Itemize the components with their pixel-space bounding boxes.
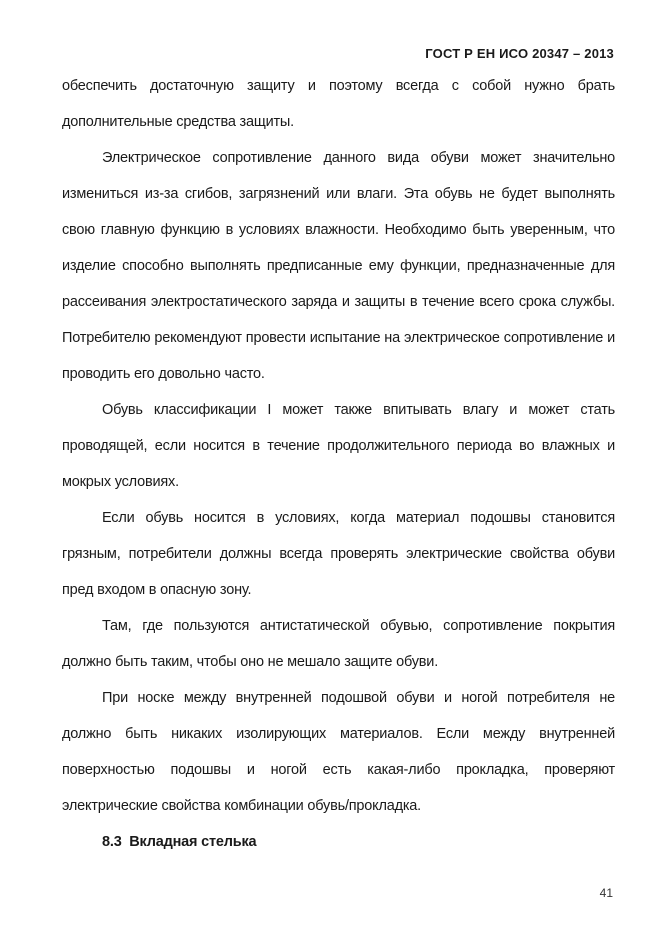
- paragraph-dirty-sole: Если обувь носится в условиях, когда материал подошвы становится грязным, потребители должны всегда проверять электрические свойства обуви пред входом в опасную зону.: [62, 510, 615, 598]
- paragraph-antistatic-floor: Там, где пользуются антистатической обувью, сопротивление покрытия должно быть таким, чтобы оно не мешало защите обуви.: [62, 618, 615, 670]
- body-text: [62, 68, 615, 860]
- paragraph-class-one-footwear: Обувь классификации I может также впитывать влагу и может стать проводящей, если носится в течение продолжительного периода во влажных и мокрых условиях.: [62, 402, 615, 490]
- document-header: [425, 46, 614, 61]
- section-heading: [62, 824, 615, 860]
- page-number: 41: [599, 886, 613, 900]
- standard-designation: ГОСТ Р ЕН ИСО 20347 – 2013: [425, 46, 614, 61]
- paragraph-continued: обеспечить достаточную защиту и поэтому всегда с собой нужно брать дополнительные средства защиты.: [62, 78, 615, 130]
- paragraph-electrical-resistance: Электрическое сопротивление данного вида обуви может значительно измениться из-за сгибов, загрязнений или влаги. Эта обувь не будет выполнять свою главную функцию в условиях влажности. Необходимо быть уверенным, что изделие способно выполнять предписанные ему функции, предназначенные для рассеивания электростатического заряда и защиты в течение всего срока службы. Потребителю рекомендуют провести испытание на электрическое сопротивление и проводить его довольно часто.: [62, 150, 615, 382]
- section-number: 8.3: [102, 834, 122, 850]
- section-title: Вкладная стелька: [129, 834, 257, 850]
- paragraph-insulating-materials: При носке между внутренней подошвой обуви и ногой потребителя не должно быть никаких изолирующих материалов. Если между внутренней поверхностью подошвы и ногой есть какая-либо прокладка, проверяют электрические свойства комбинации обувь/прокладка.: [62, 690, 615, 814]
